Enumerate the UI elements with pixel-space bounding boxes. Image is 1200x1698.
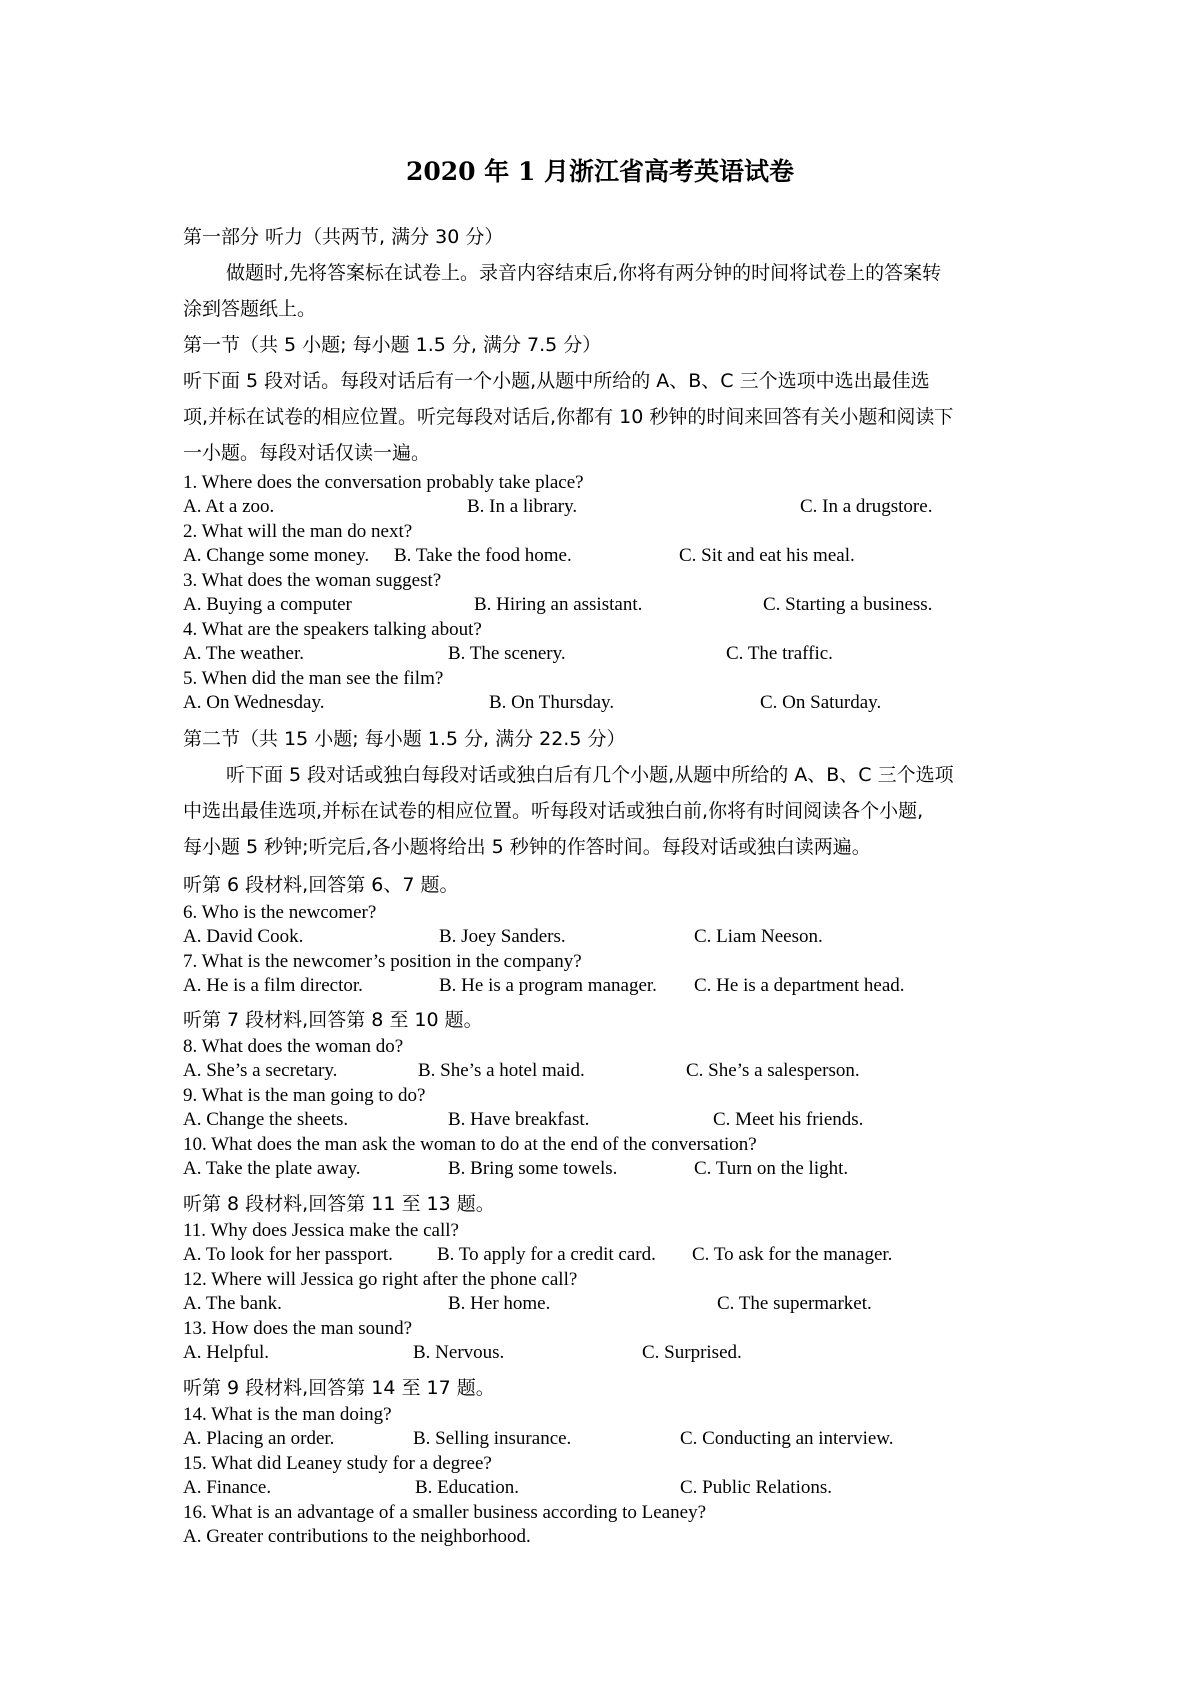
question-4-option-c: C. The traffic. [726,643,833,664]
question-5-option-b: B. On Thursday. [489,692,615,713]
question-3-option-c: C. Starting a business. [763,594,933,615]
question-14: 14. What is the man doing? [183,1404,392,1425]
question-9-option-a: A. Change the sheets. [183,1109,349,1130]
question-8-option-a: A. She’s a secretary. [183,1060,338,1081]
question-9: 9. What is the man going to do? [183,1085,426,1106]
question-7: 7. What is the newcomer’s position in the company? [183,951,582,972]
section1-instruction-line1: 听下面 5 段对话。每段对话后有一个小题,从题中所给的 A、B、C 三个选项中选出最佳选 [183,370,930,392]
question-2-option-c: C. Sit and eat his meal. [679,545,855,566]
question-10-option-b: B. Bring some towels. [448,1158,618,1179]
question-14-option-a: A. Placing an order. [183,1428,335,1449]
question-3-option-b: B. Hiring an assistant. [474,594,643,615]
question-7-option-a: A. He is a film director. [183,975,363,996]
page-title: 2020 年 1 月浙江省高考英语试卷 [405,157,795,186]
material-6-header: 听第 6 段材料,回答第 6、7 题。 [183,874,459,896]
material-9-header: 听第 9 段材料,回答第 14 至 17 题。 [183,1377,495,1399]
question-3: 3. What does the woman suggest? [183,570,442,591]
question-1: 1. Where does the conversation probably take place? [183,472,584,493]
question-13-option-c: C. Surprised. [642,1342,742,1363]
question-12-option-a: A. The bank. [183,1293,282,1314]
question-11: 11. Why does Jessica make the call? [183,1220,459,1241]
question-8: 8. What does the woman do? [183,1036,404,1057]
section2-instruction-line2: 中选出最佳选项,并标在试卷的相应位置。听每段对话或独白前,你将有时间阅读各个小题, [183,800,924,822]
question-2-option-b: B. Take the food home. [394,545,572,566]
question-12: 12. Where will Jessica go right after the phone call? [183,1269,578,1290]
part1-intro-line1: 做题时,先将答案标在试卷上。录音内容结束后,你将有两分钟的时间将试卷上的答案转 [226,262,942,284]
question-6-option-c: C. Liam Neeson. [694,926,823,947]
question-16: 16. What is an advantage of a smaller business according to Leaney? [183,1502,707,1523]
question-6: 6. Who is the newcomer? [183,902,377,923]
question-14-option-c: C. Conducting an interview. [680,1428,894,1449]
question-3-option-a: A. Buying a computer [183,594,352,615]
section2-instruction-line3: 每小题 5 秒钟;听完后,各小题将给出 5 秒钟的作答时间。每段对话或独白读两遍。 [183,836,871,858]
part1-heading: 第一部分 听力（共两节, 满分 30 分） [183,226,504,248]
question-12-option-c: C. The supermarket. [717,1293,872,1314]
question-2: 2. What will the man do next? [183,521,413,542]
question-15-option-b: B. Education. [415,1477,519,1498]
question-14-option-b: B. Selling insurance. [413,1428,572,1449]
question-8-option-b: B. She’s a hotel maid. [418,1060,585,1081]
question-7-option-c: C. He is a department head. [694,975,905,996]
section1-instruction-line2: 项,并标在试卷的相应位置。听完每段对话后,你都有 10 秒钟的时间来回答有关小题和阅读下 [183,406,954,428]
section1-instruction-line3: 一小题。每段对话仅读一遍。 [183,442,431,464]
question-6-option-a: A. David Cook. [183,926,304,947]
question-15: 15. What did Leaney study for a degree? [183,1453,492,1474]
question-1-option-c: C. In a drugstore. [800,496,933,517]
question-1-option-a: A. At a zoo. [183,496,275,517]
question-10-option-c: C. Turn on the light. [694,1158,849,1179]
question-9-option-b: B. Have breakfast. [448,1109,590,1130]
question-5-option-a: A. On Wednesday. [183,692,325,713]
question-13-option-a: A. Helpful. [183,1342,270,1363]
question-13-option-b: B. Nervous. [413,1342,505,1363]
section2-heading: 第二节（共 15 小题; 每小题 1.5 分, 满分 22.5 分） [183,728,626,750]
material-7-header: 听第 7 段材料,回答第 8 至 10 题。 [183,1009,483,1031]
question-4-option-a: A. The weather. [183,643,304,664]
question-9-option-c: C. Meet his friends. [713,1109,864,1130]
question-1-option-b: B. In a library. [467,496,578,517]
question-5: 5. When did the man see the film? [183,668,444,689]
part1-intro-line2: 涂到答题纸上。 [183,298,317,320]
question-7-option-b: B. He is a program manager. [439,975,657,996]
question-10: 10. What does the man ask the woman to do at the end of the conversation? [183,1134,757,1155]
question-15-option-c: C. Public Relations. [680,1477,832,1498]
question-15-option-a: A. Finance. [183,1477,272,1498]
question-10-option-a: A. Take the plate away. [183,1158,361,1179]
question-2-option-a: A. Change some money. [183,545,370,566]
question-11-option-c: C. To ask for the manager. [692,1244,893,1265]
section1-heading: 第一节（共 5 小题; 每小题 1.5 分, 满分 7.5 分） [183,334,602,356]
material-8-header: 听第 8 段材料,回答第 11 至 13 题。 [183,1193,495,1215]
question-12-option-b: B. Her home. [448,1293,551,1314]
question-11-option-a: A. To look for her passport. [183,1244,393,1265]
question-6-option-b: B. Joey Sanders. [439,926,566,947]
question-11-option-b: B. To apply for a credit card. [437,1244,656,1265]
question-13: 13. How does the man sound? [183,1318,413,1339]
question-8-option-c: C. She’s a salesperson. [686,1060,860,1081]
question-5-option-c: C. On Saturday. [760,692,882,713]
question-4-option-b: B. The scenery. [448,643,566,664]
question-4: 4. What are the speakers talking about? [183,619,482,640]
question-16-option-a: A. Greater contributions to the neighborhood. [183,1526,531,1547]
section2-instruction-line1: 听下面 5 段对话或独白每段对话或独白后有几个小题,从题中所给的 A、B、C 三个选项 [226,764,954,786]
